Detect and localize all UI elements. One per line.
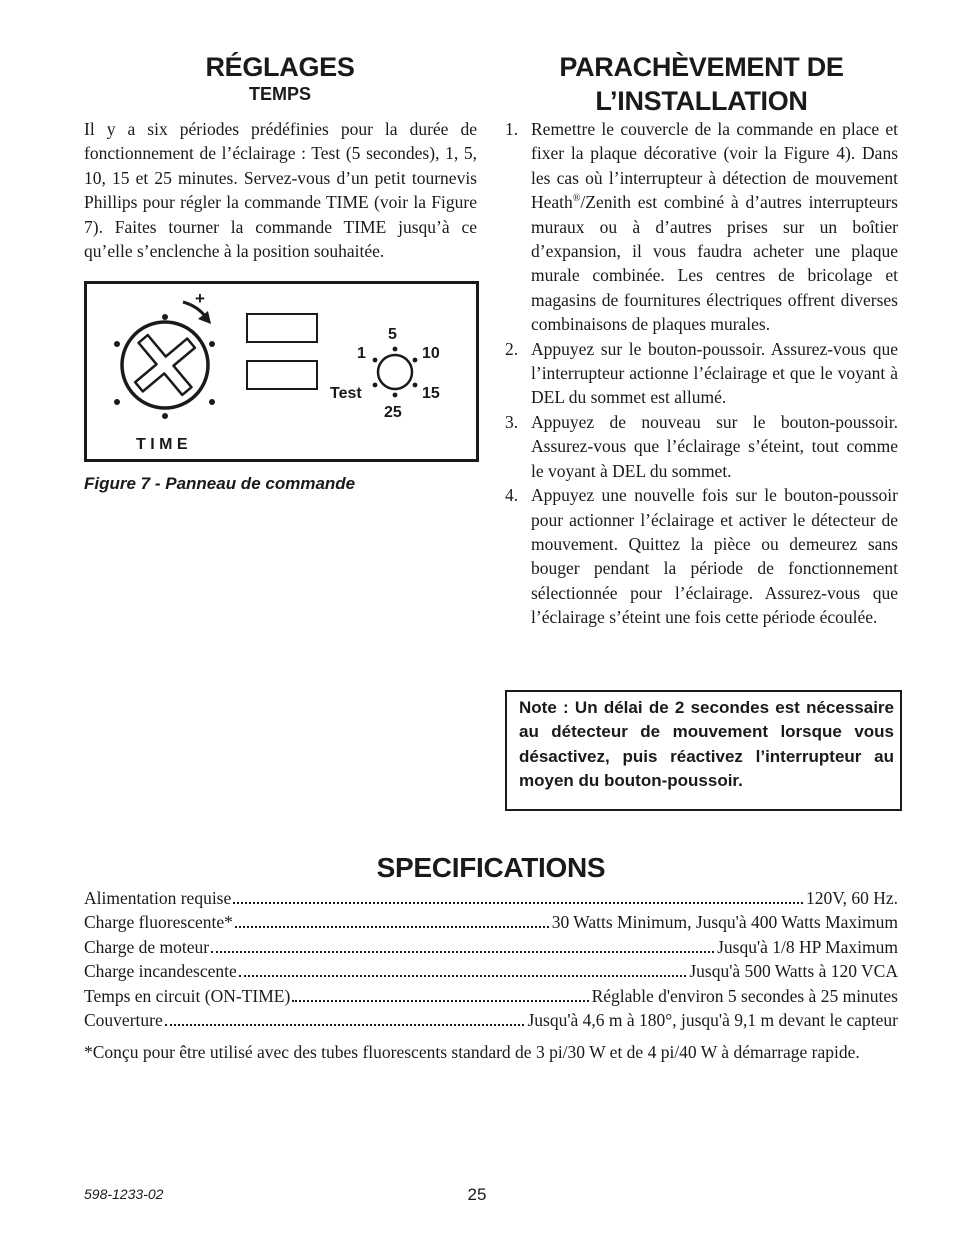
dial-label-10: 10 — [422, 345, 440, 362]
installation-steps — [505, 117, 898, 630]
dial-label-test: Test — [330, 385, 362, 402]
dot-leader — [233, 902, 803, 904]
installation-heading-line2: L’INSTALLATION — [595, 86, 808, 116]
step-text: Appuyez une nouvelle fois sur le bouton-poussoir pour actionner l’éclairage et activer le détecteur de mouvement. Quittez la pièce ou demeurez sans bouger pendant la période de fonctionnement sélectionnée pour l’éclairage. Assurez-vous que l’éclairage s’éteint une fois cette période écoulée. — [531, 485, 898, 628]
indicator-window-top — [246, 313, 318, 343]
figure-caption: Figure 7 - Panneau de commande — [84, 474, 356, 493]
list-item — [84, 959, 898, 983]
time-dial-detents — [114, 314, 215, 419]
list-item — [505, 483, 898, 629]
spec-value: Réglable d'environ 5 secondes à 25 minutes — [591, 985, 898, 1006]
list-item — [505, 337, 898, 410]
list-item — [505, 410, 898, 483]
specifications-footnote: *Conçu pour être utilisé avec des tubes fluorescents standard de 3 pi/30 W et de 4 pi/40 W à démarrage rapide. — [84, 1042, 860, 1062]
dot-leader — [165, 1024, 525, 1026]
time-label: T I M E — [136, 436, 188, 453]
dial-label-5: 5 — [388, 326, 397, 343]
specifications-list — [84, 886, 898, 1032]
dial-label-1: 1 — [357, 345, 366, 362]
spec-label: Charge de moteur — [84, 936, 210, 957]
time-dial — [114, 302, 215, 419]
dot-leader — [239, 975, 687, 977]
list-item — [84, 1008, 898, 1032]
spec-value: Jusqu'à 4,6 m à 180°, jusqu'à 9,1 m devant le capteur — [527, 1009, 898, 1030]
spec-label: Charge incandescente — [84, 961, 237, 982]
step-number: 1. — [505, 119, 519, 139]
page-number: 25 — [467, 1185, 487, 1204]
list-item — [505, 117, 898, 337]
spec-label: Alimentation requise — [84, 888, 232, 908]
dot-leader — [211, 951, 714, 953]
step-number: 2. — [505, 338, 519, 359]
step-text — [531, 119, 898, 334]
list-item — [84, 886, 898, 910]
note-box — [505, 690, 902, 811]
specifications-heading: SPECIFICATIONS — [376, 852, 606, 883]
phillips-slot-icon — [117, 317, 213, 413]
list-item — [84, 910, 898, 934]
installation-heading — [505, 50, 898, 118]
step-text: Appuyez de nouveau sur le bouton-poussoir. Assurez-vous que l’éclairage s’éteint, tout comme le voyant à DEL du sommet. — [531, 411, 898, 481]
step-number: 4. — [505, 485, 519, 506]
spec-value: 30 Watts Minimum, Jusqu'à 400 Watts Maximum — [551, 912, 898, 933]
plus-label: + — [195, 289, 205, 308]
dial-label-25: 25 — [384, 404, 402, 421]
time-scale-dial — [373, 347, 418, 398]
spec-label: Couverture — [84, 1009, 163, 1030]
installation-heading-line1: PARACHÈVEMENT DE — [559, 52, 844, 82]
registered-mark: ® — [572, 193, 581, 205]
step-text-part: Remettre le couvercle de la commande en place et fixer la plaque décorative (voir la Figure 4). Dans les cas où l’interrupteur à détection de mouvement Heath — [531, 119, 898, 213]
temps-paragraph: Il y a six périodes prédéfinies pour la durée de fonctionnement de l’éclairage : Test (5 secondes), 1, 5, 10, 15 et 25 minutes. Servez-vous d’un petit tournevis Phillips pour régler la commande TIME (voir la Figure 7). Faites tourner la commande TIME jusqu’à ce qu’elle s’enclenche à la position souhaitée. — [84, 119, 477, 262]
spec-label: Charge fluorescente* — [84, 912, 233, 933]
control-panel-figure — [84, 281, 479, 462]
temps-subheading: TEMPS — [248, 84, 311, 104]
spec-value: 120V, 60 Hz. — [805, 888, 898, 908]
document-number: 598-1233-02 — [84, 1186, 164, 1202]
list-item — [84, 935, 898, 959]
list-item — [84, 984, 898, 1008]
note-text: Note : Un délai de 2 secondes est nécessaire au détecteur de mouvement lorsque vous désactivez, puis réactivez l’interrupteur au moyen du bouton-poussoir. — [519, 698, 894, 791]
reglages-heading: RÉGLAGES — [205, 52, 355, 82]
dot-leader — [292, 1000, 588, 1002]
spec-label: Temps en circuit (ON-TIME) — [84, 985, 291, 1006]
spec-value: Jusqu'à 1/8 HP Maximum — [717, 936, 898, 957]
step-text-part: /Zenith est combiné à d’autres interrupteurs muraux ou à d’autres prises sur un boîtier d’expansion, il vous faudra acheter une plaque murale combinée. Les centres de bricolage et magasins de fournitures électriques offrent diverses combinaisons de plaques murales. — [531, 192, 898, 335]
spec-value: Jusqu'à 500 Watts à 120 VCA — [689, 961, 898, 982]
indicator-window-bottom — [246, 360, 318, 390]
dot-leader — [235, 926, 549, 928]
dial-label-15: 15 — [422, 385, 440, 402]
step-number: 3. — [505, 411, 519, 432]
step-text: Appuyez sur le bouton-poussoir. Assurez-vous que l’interrupteur actionne l’éclairage et que le voyant à DEL du sommet est allumé. — [531, 338, 898, 408]
